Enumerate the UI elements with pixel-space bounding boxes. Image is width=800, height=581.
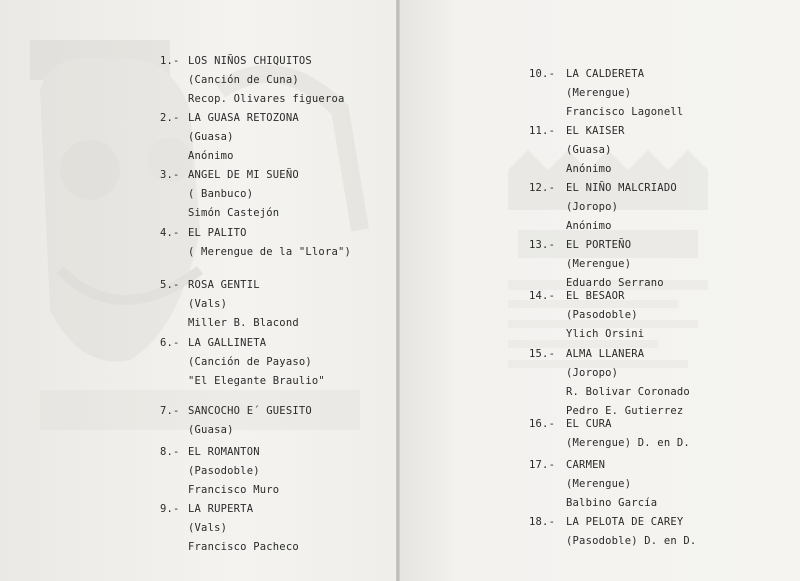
entry-title: LOS NIÑOS CHIQUITOS [188,55,312,67]
entry-detail: (Guasa) [566,144,612,156]
entry-detail: (Merengue) [566,258,632,270]
entry-detail: Francisco Lagonell [566,106,684,118]
entry-title-line [160,402,312,421]
entry-title-line [529,345,690,364]
entry-detail: (Merengue) D. en D. [566,437,690,449]
entry-detail: (Merengue) [566,478,632,490]
entry-detail: Anónimo [566,220,612,232]
entry-detail: Simón Castejón [188,207,280,219]
entry-detail: (Pasodoble) [566,309,638,321]
program-entry [529,236,664,293]
entry-title: EL ROMANTON [188,446,260,458]
program-entry [160,224,351,262]
entry-title: LA GALLINETA [188,337,267,349]
entry-title: EL PALITO [188,227,247,239]
program-entry [160,334,325,391]
entry-number: 6.- [160,337,180,349]
entry-number: 2.- [160,112,180,124]
entry-detail: (Canción de Payaso) [188,356,312,368]
entry-title: LA RUPERTA [188,503,254,515]
entry-title: LA GUASA RETOZONA [188,112,299,124]
entry-detail: Ylich Orsini [566,328,645,340]
program-entry [529,456,657,513]
entry-number: 15.- [529,348,556,360]
entry-title-line [160,109,299,128]
program-entry [529,287,644,344]
program-entry [160,443,279,500]
entry-title: EL BESAOR [566,290,625,302]
center-fold [396,0,400,581]
right-page [398,0,800,581]
entry-title: LA PELOTA DE CAREY [566,516,684,528]
entry-detail: Recop. Olivares figueroa [188,93,345,105]
entry-detail: (Merengue) [566,87,632,99]
entry-detail: ( Banbuco) [188,188,254,200]
entry-detail: Balbino García [566,497,658,509]
entry-title: EL KAISER [566,125,625,137]
entry-title-line [529,415,690,434]
entry-detail: Francisco Muro [188,484,280,496]
program-entry [160,402,312,440]
entry-detail: (Joropo) [566,367,619,379]
entry-title: ALMA LLANERA [566,348,645,360]
entry-number: 17.- [529,459,556,471]
entry-title: CARMEN [566,459,606,471]
program-entry [529,415,690,453]
entry-detail: (Guasa) [188,131,234,143]
entry-detail: (Vals) [188,298,228,310]
entry-number: 18.- [529,516,556,528]
entry-title-line [160,276,299,295]
left-page [0,0,398,581]
entry-number: 7.- [160,405,180,417]
entry-title-line [529,513,696,532]
entry-detail: Anónimo [566,163,612,175]
entry-number: 16.- [529,418,556,430]
entry-title: LA CALDERETA [566,68,645,80]
entry-title-line [160,334,325,353]
entry-detail: (Canción de Cuna) [188,74,299,86]
entry-title-line [160,166,299,185]
program-entry [529,513,696,551]
entry-title-line [529,236,664,255]
program-entry [529,345,690,421]
entry-number: 13.- [529,239,556,251]
entry-title: EL NIÑO MALCRIADO [566,182,677,194]
entry-title-line [160,500,299,519]
entry-title-line [160,443,279,462]
entry-detail: (Guasa) [188,424,234,436]
entry-title: EL CURA [566,418,612,430]
entry-title: ANGEL DE MI SUEÑO [188,169,299,181]
program-entry [160,500,299,557]
entry-detail: (Vals) [188,522,228,534]
entry-title-line [160,224,351,243]
entry-number: 8.- [160,446,180,458]
entry-detail: ( Merengue de la "Llora") [188,246,352,258]
entry-detail: R. Bolivar Coronado [566,386,690,398]
entry-detail: "El Elegante Braulio" [188,375,325,387]
program-entry [529,179,677,236]
entry-detail: (Joropo) [566,201,619,213]
entry-number: 1.- [160,55,180,67]
program-entry [160,166,299,223]
entry-title-line [529,287,644,306]
entry-title-line [529,456,657,475]
entry-detail: Eduardo Serrano [566,277,664,289]
entry-title-line [529,179,677,198]
program-entry [529,65,683,122]
program-entry [160,52,345,109]
entry-title-line [160,52,345,71]
entry-number: 5.- [160,279,180,291]
entry-detail: Miller B. Blacond [188,317,299,329]
entry-title: EL PORTEÑO [566,239,632,251]
entry-number: 4.- [160,227,180,239]
program-entry [160,276,299,333]
entry-number: 3.- [160,169,180,181]
entry-number: 10.- [529,68,556,80]
entry-number: 11.- [529,125,556,137]
entry-detail: (Pasodoble) D. en D. [566,535,697,547]
entry-detail: Francisco Pacheco [188,541,299,553]
entry-title: SANCOCHO E´ GUESITO [188,405,312,417]
entry-number: 14.- [529,290,556,302]
entry-title-line [529,65,683,84]
program-entry [160,109,299,166]
program-entry [529,122,625,179]
entry-detail: Anónimo [188,150,234,162]
entry-number: 9.- [160,503,180,515]
entry-title-line [529,122,625,141]
entry-title: ROSA GENTIL [188,279,260,291]
entry-detail: (Pasodoble) [188,465,260,477]
entry-number: 12.- [529,182,556,194]
entry-detail: Pedro E. Gutierrez [566,405,684,417]
